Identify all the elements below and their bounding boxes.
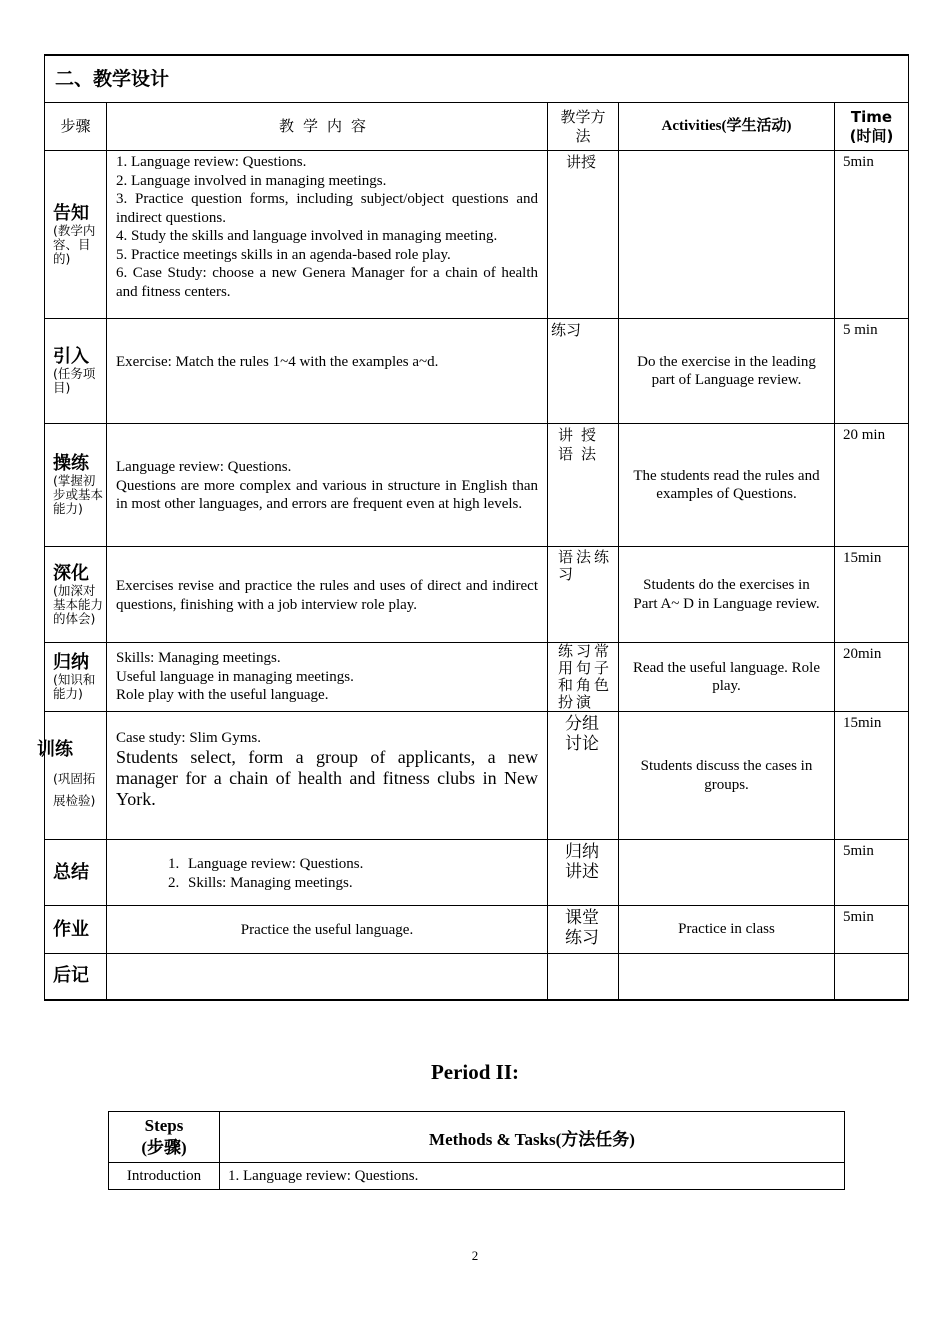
content-line: Practice the useful language. (240, 922, 414, 939)
step-label-2: 引入 (53, 346, 89, 367)
step-label-9: 后记 (53, 965, 89, 987)
list-item: 1. Language review: Questions. (183, 855, 538, 874)
step-label-4: 深化 (53, 562, 89, 584)
content-line: 2. Language involved in managing meetings. (116, 172, 387, 189)
activity-cell-7 (619, 840, 835, 906)
content-line: Case study: Slim Gyms. (116, 729, 262, 746)
content-line: Questions are more complex and various in structure in English than in most other languages, and errors are frequent even at high levels. (116, 477, 538, 513)
method-cell-3: 讲授语法 (548, 424, 619, 547)
content-cell-3 (107, 424, 548, 547)
step-label-1: 告知 (53, 202, 89, 224)
content-line: 1. Language review: Questions. (116, 154, 307, 170)
activity-cell-1 (619, 151, 835, 319)
method-cell-6: 分组讨论 (548, 712, 619, 840)
method-cell-2: 练习 (548, 319, 619, 424)
content-line: 3. Practice question forms, including subject/object questions and indirect questions. (116, 191, 538, 226)
p2-header-steps-cn: (步骤) (141, 1138, 187, 1157)
content-line: Exercises revise and practice the rules and uses of direct and indirect questions, finishing with a job interview role play. (116, 578, 538, 613)
method-cell-9 (548, 954, 619, 1000)
header-step: 步骤 (45, 103, 107, 151)
header-time-cn: (时间) (849, 126, 894, 145)
content-line: Students select, form a group of applicants, a new manager for a chain of health and fitness clubs in New York. (116, 747, 538, 810)
step-cell-4 (45, 547, 107, 643)
time-cell-1: 5min (835, 151, 909, 319)
method-cell-8: 课堂练习 (548, 906, 619, 954)
step-cell-3 (45, 424, 107, 547)
step-cell-6 (37, 712, 107, 840)
content-cell-8 (107, 906, 548, 954)
activity-cell-9 (619, 954, 835, 1000)
list-item: 2. Skills: Managing meetings. (183, 874, 538, 893)
p2-header-steps (109, 1112, 220, 1163)
step-cell-2 (45, 319, 107, 424)
step-note-4: (加深对基本能力的体会) (53, 582, 104, 626)
method-cell-5: 练习常用句子和角色扮演 (548, 643, 619, 712)
content-cell-6 (107, 712, 548, 840)
step-note-6: (巩固拓展检验) (53, 770, 96, 808)
teaching-design-table (37, 54, 909, 1001)
content-cell-7 (107, 840, 548, 906)
step-cell-8 (45, 906, 107, 954)
header-time-en: Time (850, 108, 893, 126)
p2-header-methods: Methods & Tasks(方法任务) (220, 1112, 845, 1163)
content-cell-1 (107, 151, 548, 319)
step-note-2: (任务项目) (53, 366, 96, 395)
step-label-6: 训练 (37, 738, 73, 760)
step-label-5: 归纳 (53, 652, 89, 673)
header-content: 教学内容 (107, 103, 548, 151)
step-cell-1 (45, 151, 107, 319)
activity-cell-8: Practice in class (619, 906, 835, 954)
content-cell-4 (107, 547, 548, 643)
step-cell-9 (45, 954, 107, 1000)
step-label-7: 总结 (53, 861, 89, 883)
content-line: Skills: Managing meetings. (116, 650, 281, 666)
step-label-3: 操练 (53, 453, 89, 474)
time-cell-8: 5min (835, 906, 909, 954)
time-cell-2: 5 min (835, 319, 909, 424)
section-title: 二、教学设计 (45, 55, 909, 103)
activity-cell-5: Read the useful language. Role play. (619, 643, 835, 712)
content-cell-5 (107, 643, 548, 712)
page-number: 2 (471, 1248, 479, 1263)
content-line: Language review: Questions. (116, 459, 292, 476)
p2-row-step: Introduction (109, 1163, 220, 1190)
activity-cell-4: Students do the exercises in Part A~ D in Language review. (619, 547, 835, 643)
content-line: Useful language in managing meetings. (116, 668, 354, 685)
header-method: 教学方法 (548, 103, 619, 151)
content-line: Role play with the useful language. (116, 687, 329, 703)
step-cell-7 (45, 840, 107, 906)
content-cell-2 (107, 319, 548, 424)
content-line: 6. Case Study: choose a new Genera Manager for a chain of health and fitness centers. (116, 265, 538, 300)
p2-row-task: 1. Language review: Questions. (220, 1163, 845, 1190)
time-cell-9 (835, 954, 909, 1000)
method-cell-1: 讲授 (548, 151, 619, 319)
method-cell-7: 归纳讲述 (548, 840, 619, 906)
activity-cell-3: The students read the rules and examples of Questions. (619, 424, 835, 547)
time-cell-4: 15min (835, 547, 909, 643)
content-cell-9 (107, 954, 548, 1000)
period-title: Period II: (430, 1060, 520, 1084)
step-note-5: (知识和能力) (53, 672, 96, 701)
content-line: Exercise: Match the rules 1~4 with the examples a~d. (116, 353, 439, 370)
time-cell-6: 15min (835, 712, 909, 840)
p2-header-steps-en: Steps (144, 1116, 184, 1135)
time-cell-5: 20min (835, 643, 909, 712)
method-cell-4: 语法练习 (548, 547, 619, 643)
header-time (835, 103, 909, 151)
step-note-1: (教学内容、目的) (53, 222, 96, 266)
time-cell-3: 20 min (835, 424, 909, 547)
period-ii-table (108, 1111, 845, 1190)
content-line: 5. Practice meetings skills in an agenda-based role play. (116, 246, 451, 263)
activity-cell-6: Students discuss the cases in groups. (619, 712, 835, 840)
content-line: 4. Study the skills and language involved in managing meeting. (116, 228, 498, 244)
header-activities: Activities(学生活动) (619, 103, 835, 151)
summary-list (116, 855, 538, 892)
step-note-3: (掌握初步或基本能力) (53, 473, 104, 516)
activity-cell-2: Do the exercise in the leading part of Language review. (619, 319, 835, 424)
step-label-8: 作业 (53, 918, 89, 940)
time-cell-7: 5min (835, 840, 909, 906)
step-cell-5 (45, 643, 107, 712)
